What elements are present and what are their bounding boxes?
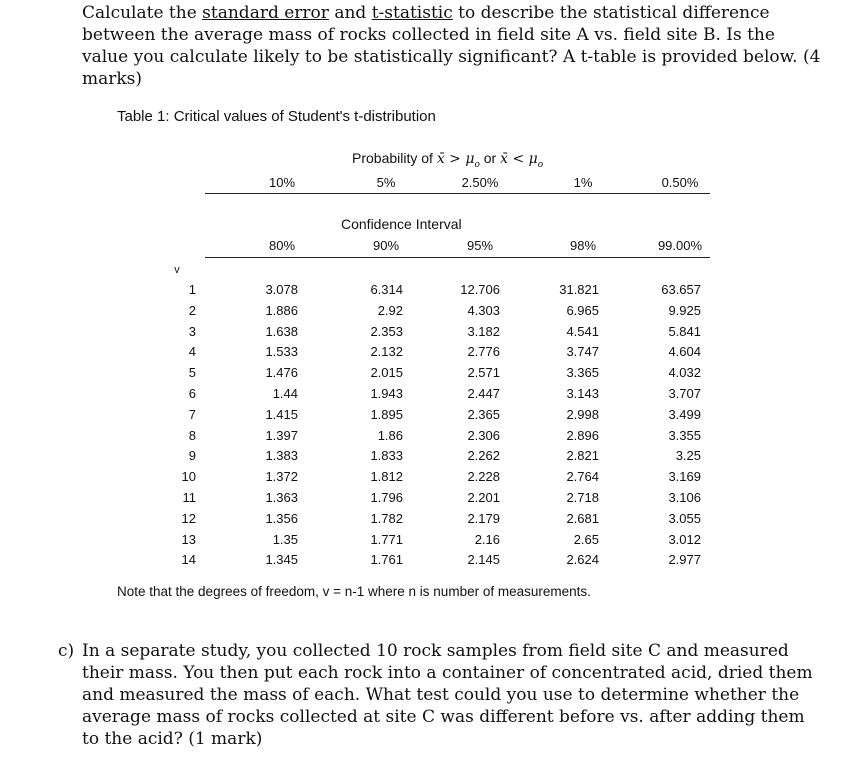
df-cell: 2	[188, 303, 196, 318]
table-cell: 1.782	[370, 511, 403, 526]
probability-header-cell: 2.50%	[461, 175, 499, 190]
part-c	[58, 640, 818, 750]
df-cell: 7	[188, 407, 196, 422]
table-cell: 4.032	[668, 365, 701, 380]
confidence-header-cell: 80%	[268, 238, 296, 253]
table-cell: 2.179	[467, 511, 500, 526]
term-standard-error: standard error	[202, 3, 329, 23]
table-cell: 1.86	[377, 428, 403, 443]
table-cell: 3.012	[668, 532, 701, 547]
table-cell: 1.356	[265, 511, 298, 526]
probability-label: Probability of	[352, 150, 433, 166]
df-cell: 12	[181, 511, 196, 526]
df-cell: 14	[181, 552, 196, 567]
confidence-header-cell: 95%	[466, 238, 494, 253]
table-cell: 2.201	[467, 490, 500, 505]
table-cell: 2.764	[566, 469, 599, 484]
table-cell: 6.314	[370, 282, 403, 297]
table-cell: 3.143	[566, 386, 599, 401]
df-cell: 1	[188, 282, 196, 297]
confidence-rule	[205, 257, 710, 258]
table-cell: 2.92	[377, 303, 403, 318]
table-cell: 3.055	[668, 511, 701, 526]
table-cell: 4.541	[566, 324, 599, 339]
table-cell: 3.25	[675, 448, 701, 463]
table-cell: 1.812	[370, 469, 403, 484]
df-cell: 9	[188, 448, 196, 463]
table-cell: 1.943	[370, 386, 403, 401]
table-cell: 1.833	[370, 448, 403, 463]
table-cell: 3.106	[668, 490, 701, 505]
table-cell: 1.796	[370, 490, 403, 505]
part-c-label: c)	[58, 641, 75, 661]
table-cell: 1.895	[370, 407, 403, 422]
df-cell: 8	[188, 428, 196, 443]
table-cell: 5.841	[668, 324, 701, 339]
table-cell: 1.397	[265, 428, 298, 443]
table-cell: 4.604	[668, 344, 701, 359]
table-cell: 2.145	[467, 552, 500, 567]
table-cell: 1.761	[370, 552, 403, 567]
table-cell: 1.363	[265, 490, 298, 505]
question-rest: to describe the statistical difference between the average mass of rocks collected in field site A vs. field site B. Is the value you calculate likely to be statistically significant? A t-table is provided below. (4 marks)	[82, 3, 821, 89]
table-cell: 3.355	[668, 428, 701, 443]
table-cell: 2.015	[370, 365, 403, 380]
question-and: and	[328, 3, 372, 23]
df-cell: 11	[182, 490, 196, 505]
table-cell: 2.998	[566, 407, 599, 422]
df-cell: 10	[181, 469, 196, 484]
table-cell: 31.821	[559, 282, 599, 297]
table-note: Note that the degrees of freedom, v = n-1 where n is number of measurements.	[117, 584, 591, 599]
probability-expr-b: x̄ < $\mu_o$	[500, 151, 544, 170]
table-cell: 2.681	[566, 511, 599, 526]
term-t-statistic: t-statistic	[371, 3, 453, 23]
table-cell: 1.44	[272, 386, 298, 401]
probability-header-cell: 10%	[268, 175, 296, 190]
table-cell: 2.624	[566, 552, 599, 567]
probability-expr-a: x̄ > $\mu_o$	[436, 151, 480, 170]
df-cell: 6	[188, 386, 196, 401]
probability-header-cell: 1%	[573, 175, 593, 190]
table-cell: 3.747	[566, 344, 599, 359]
table-cell: 1.345	[265, 552, 298, 567]
table-cell: 2.132	[370, 344, 403, 359]
probability-header-cell: 0.50%	[661, 175, 699, 190]
df-cell: 3	[188, 324, 196, 339]
table-cell: 6.965	[566, 303, 599, 318]
table-cell: 1.533	[265, 344, 298, 359]
table-cell: 1.35	[272, 532, 298, 547]
table-cell: 3.169	[668, 469, 701, 484]
table-cell: 2.977	[668, 552, 701, 567]
table-cell: 1.415	[265, 407, 298, 422]
table-cell: 9.925	[668, 303, 701, 318]
table-cell: 1.886	[265, 303, 298, 318]
probability-header	[352, 150, 543, 173]
part-c-text: In a separate study, you collected 10 rock samples from field site C and measured their mass. You then put each rock into a container of concentrated acid, dried them and measured the mass of each. What test could you use to determine whether the average mass of rocks collected at site C was different before vs. after adding them to the acid? (1 mark)	[82, 641, 813, 749]
table-cell: 12.706	[460, 282, 500, 297]
table-cell: 1.476	[265, 365, 298, 380]
table-cell: 1.383	[265, 448, 298, 463]
table-cell: 2.16	[474, 532, 500, 547]
table-cell: 2.262	[467, 448, 500, 463]
probability-rule	[205, 193, 710, 194]
table-cell: 3.707	[668, 386, 701, 401]
table-caption: Table 1: Critical values of Student's t-distribution	[117, 108, 436, 125]
table-cell: 2.896	[566, 428, 599, 443]
table-cell: 3.078	[265, 282, 298, 297]
table-cell: 3.365	[566, 365, 599, 380]
table-cell: 2.821	[566, 448, 599, 463]
table-cell: 2.306	[467, 428, 500, 443]
question-lead: Calculate the	[82, 3, 203, 23]
table-cell: 4.303	[467, 303, 500, 318]
table-cell: 2.718	[566, 490, 599, 505]
df-cell: 13	[181, 532, 196, 547]
table-cell: 1.638	[265, 324, 298, 339]
table-cell: 2.65	[573, 532, 599, 547]
table-cell: 2.353	[370, 324, 403, 339]
probability-header-cell: 5%	[376, 175, 396, 190]
table-cell: 2.365	[467, 407, 500, 422]
confidence-header-cell: 98%	[569, 238, 597, 253]
table-cell: 2.228	[467, 469, 500, 484]
df-cell: 4	[188, 344, 196, 359]
df-cell: 5	[188, 365, 196, 380]
table-cell: 1.771	[370, 532, 403, 547]
table-cell: 1.372	[265, 469, 298, 484]
table-cell: 2.447	[467, 386, 500, 401]
probability-or: or	[483, 150, 497, 166]
confidence-label: Confidence Interval	[341, 216, 462, 232]
table-cell: 2.571	[467, 365, 500, 380]
confidence-header-cell: 90%	[372, 238, 400, 253]
df-label: v	[174, 264, 180, 276]
table-cell: 3.499	[668, 407, 701, 422]
table-cell: 3.182	[467, 324, 500, 339]
table-cell: 63.657	[661, 282, 701, 297]
confidence-header-cell: 99.00%	[657, 238, 703, 253]
table-cell: 2.776	[467, 344, 500, 359]
